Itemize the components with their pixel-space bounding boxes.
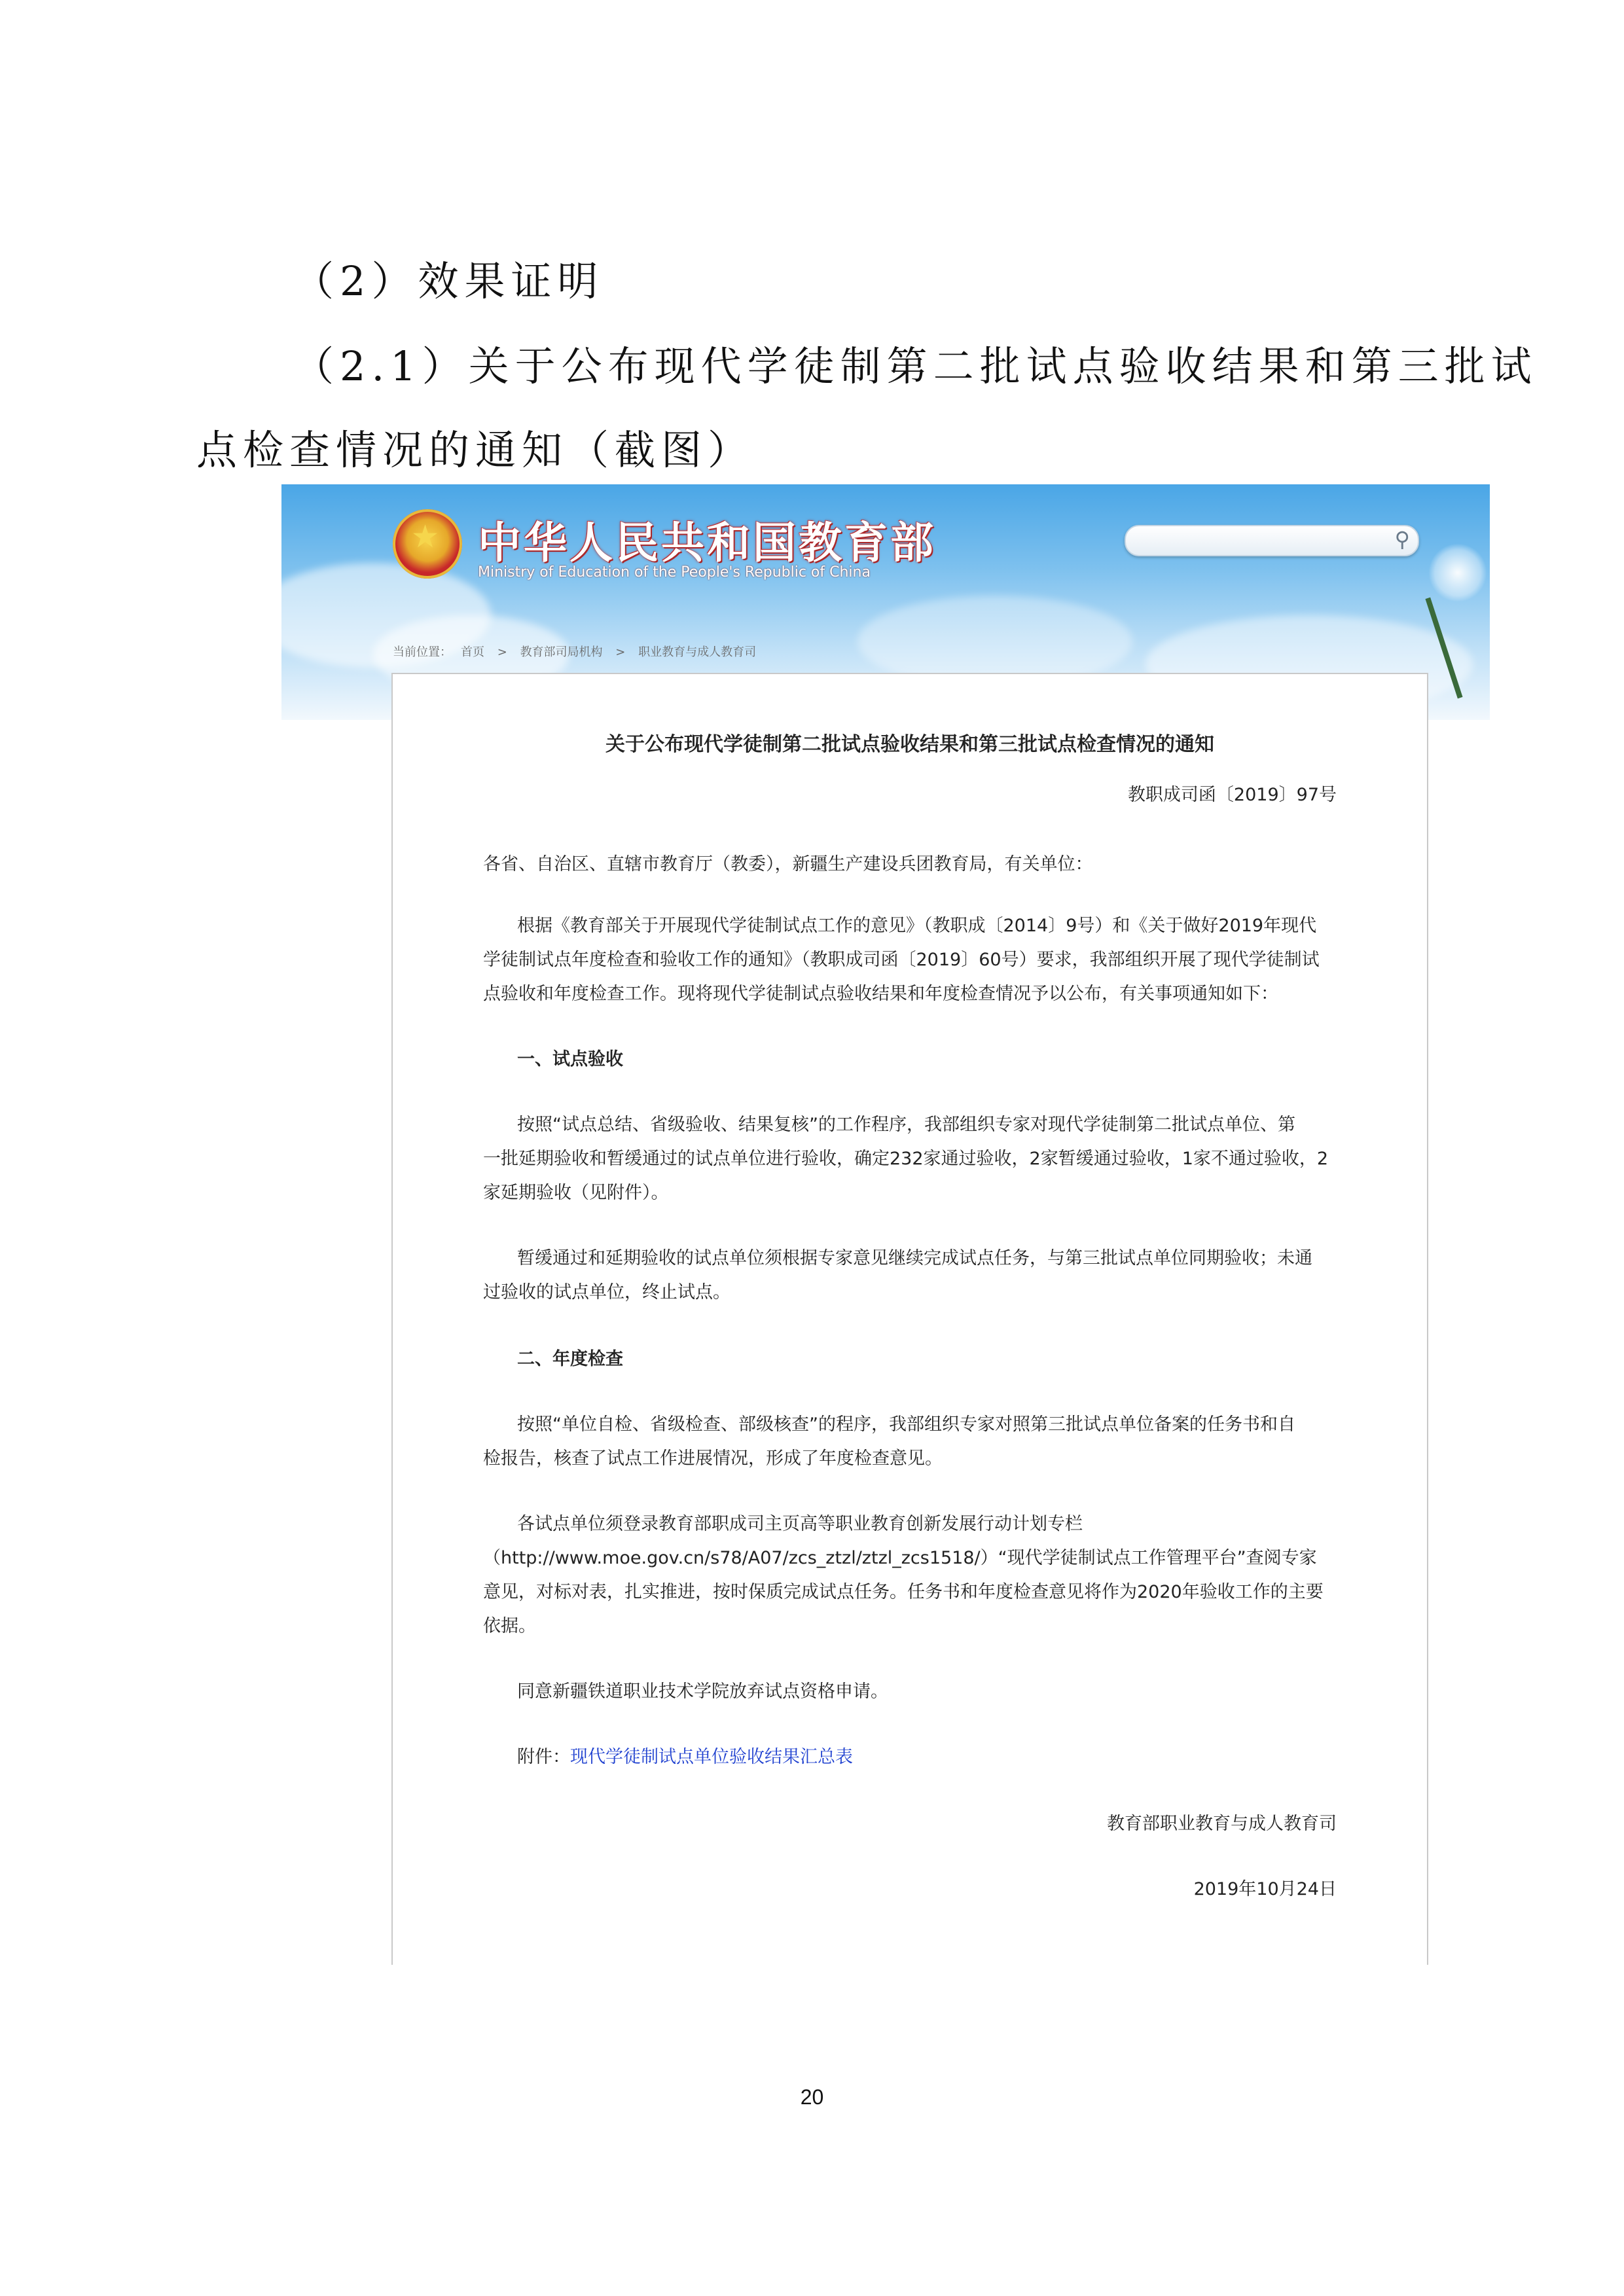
breadcrumb-separator: >: [615, 645, 626, 659]
dandelion-decoration: [1428, 543, 1487, 602]
section2-para2-line-3: 意见，对标对表，扎实推进，按时保质完成试点任务。任务书和年度检查意见将作为2020年验收工作的主要: [483, 1582, 1324, 1602]
section2-heading: 二、年度检查: [517, 1349, 623, 1369]
signature: 教育部职业教育与成人教育司: [1107, 1814, 1337, 1834]
breadcrumb-item-home[interactable]: 首页: [461, 645, 484, 659]
section2-para3: 同意新疆铁道职业技术学院放弃试点资格申请。: [517, 1681, 888, 1702]
breadcrumb-separator: >: [497, 645, 507, 659]
article-title: 关于公布现代学徒制第二批试点验收结果和第三批试点检查情况的通知: [605, 733, 1214, 756]
section1-para1-line-2: 一批延期验收和暂缓通过的试点单位进行验收，确定232家通过验收，2家暂缓通过验收，1家不通过验收，2: [483, 1149, 1329, 1169]
attachment-link[interactable]: 现代学徒制试点单位验收结果汇总表: [570, 1747, 853, 1767]
section2-para1-line-1: 按照“单位自检、省级检查、部级核查”的程序，我部组织专家对照第三批试点单位备案的任务书和自: [517, 1414, 1295, 1435]
breadcrumb-item-vocational-dept[interactable]: 职业教育与成人教育司: [638, 645, 757, 659]
attachment-line: [517, 1742, 853, 1768]
section2-para2-line-2: （http://www.moe.gov.cn/s78/A07/zcs_ztzl/ztzl_zcs1518/）“现代学徒制试点工作管理平台”查阅专家: [483, 1548, 1317, 1568]
caption-line-2: 点检查情况的通知（截图）: [196, 426, 755, 474]
breadcrumb-item-departments[interactable]: 教育部司局机构: [520, 645, 603, 659]
site-subtitle: Ministry of Education of the People's Republic of China: [478, 564, 871, 581]
article-panel: [391, 673, 1428, 1965]
salutation: 各省、自治区、直辖市教育厅（教委），新疆生产建设兵团教育局，有关单位：: [483, 854, 1093, 874]
document-number: 教职成司函〔2019〕97号: [1127, 785, 1337, 805]
section2-para2-line-1: 各试点单位须登录教育部职成司主页高等职业教育创新发展行动计划专栏: [517, 1514, 1083, 1534]
webpage-screenshot: [281, 484, 1490, 1965]
section1-para2-line-2: 过验收的试点单位，终止试点。: [483, 1282, 731, 1302]
search-icon[interactable]: ⚲: [1394, 527, 1410, 552]
section2-para1-line-2: 检报告，核查了试点工作进展情况，形成了年度检查意见。: [483, 1448, 943, 1469]
intro-line-3: 点验收和年度检查工作。现将现代学徒制试点验收结果和年度检查情况予以公布，有关事项通知如下：: [483, 984, 1278, 1004]
section1-heading: 一、试点验收: [517, 1049, 623, 1069]
section1-para2-line-1: 暂缓通过和延期验收的试点单位须根据专家意见继续完成试点任务，与第三批试点单位同期验收；未通: [517, 1248, 1312, 1268]
breadcrumb-label: 当前位置：: [393, 645, 452, 659]
breadcrumb: [393, 643, 756, 660]
section1-para1-line-1: 按照“试点总结、省级验收、结果复核”的工作程序，我部组织专家对现代学徒制第二批试点单位、第: [517, 1115, 1295, 1135]
page-number: 20: [800, 2085, 824, 2109]
national-emblem-icon: ★: [393, 509, 462, 579]
site-title: 中华人民共和国教育部: [478, 518, 936, 568]
section1-para1-line-3: 家延期验收（见附件）。: [483, 1183, 669, 1203]
publish-date: 2019年10月24日: [1193, 1879, 1337, 1899]
intro-line-1: 根据《教育部关于开展现代学徒制试点工作的意见》（教职成〔2014〕9号）和《关于做好2019年现代: [517, 916, 1317, 936]
attachment-label: 附件：: [517, 1747, 570, 1767]
caption-line-1: （2.1）关于公布现代学徒制第二批试点验收结果和第三批试: [293, 342, 1538, 390]
section2-para2-line-4: 依据。: [483, 1616, 536, 1636]
sub-heading: （2）效果证明: [293, 257, 604, 305]
intro-line-2: 学徒制试点年度检查和验收工作的通知》（教职成司函〔2019〕60号）要求，我部组织开展了现代学徒制试: [483, 950, 1320, 970]
search-input[interactable]: [1125, 525, 1419, 556]
